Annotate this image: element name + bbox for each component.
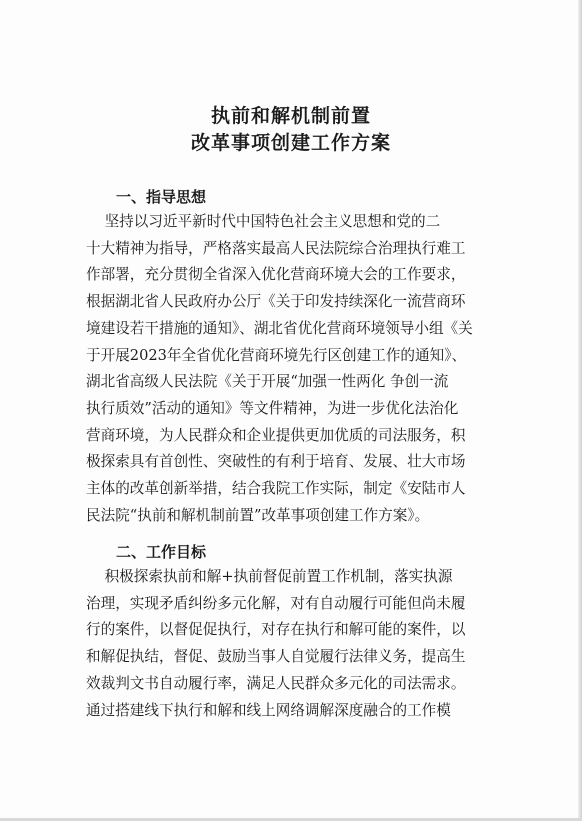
section-paragraph-guiding-thought: 坚持以习近平新时代中国特色社会主义思想和党的二 十大精神为指导，严格落实最高人民法院综合治理执行难工 作部署，充分贯彻全省深入优化营商环境大会的工作要求， 根据湖北省人民政府办公厅《关于印发持续深化一流营商环 境建设若干措施的通知》、湖北省优化营商环境领导小组《关 于开展2023年全省优化营商环境先行区创建工作的通知》、 湖北省高级人民法院《关于开展“加强一性两化 争创一流 执行质效”活动的通知》等文件精神，为进一步优化法治化 营商环境，为人民群众和企业提供更加优质的司法服务，积 极探索具有首创性、突破性的有利于培育、发展、壮大市场 主体的改革创新举措，结合我院工作实际，制定《安陆市人 民法院“执前和解机制前置”改革事项创建工作方案》。: [86, 213, 473, 524]
section-heading-work-goals: 二、工作目标: [116, 543, 207, 561]
page-edge-shadow: [578, 0, 582, 821]
document-title-line2: 改革事项创建工作方案: [190, 132, 391, 154]
section-heading-guiding-thought: 一、指导思想: [116, 188, 207, 206]
document-title-line1: 执前和解机制前置: [210, 105, 371, 127]
section-paragraph-work-goals: 积极探索执前和解+执前督促前置工作机制，落实执源 治理，实现矛盾纠纷多元化解，对有自动履行可能但尚未履 行的案件，以督促促执行，对存在执行和解可能的案件，以 和解促执结，督促、鼓励当事人自觉履行法律义务，提高生 效裁判文书自动履行率，满足人民群众多元化的司法需求。 通过搭建线下执行和解和线上网络调解深度融合的工作模: [86, 568, 466, 719]
